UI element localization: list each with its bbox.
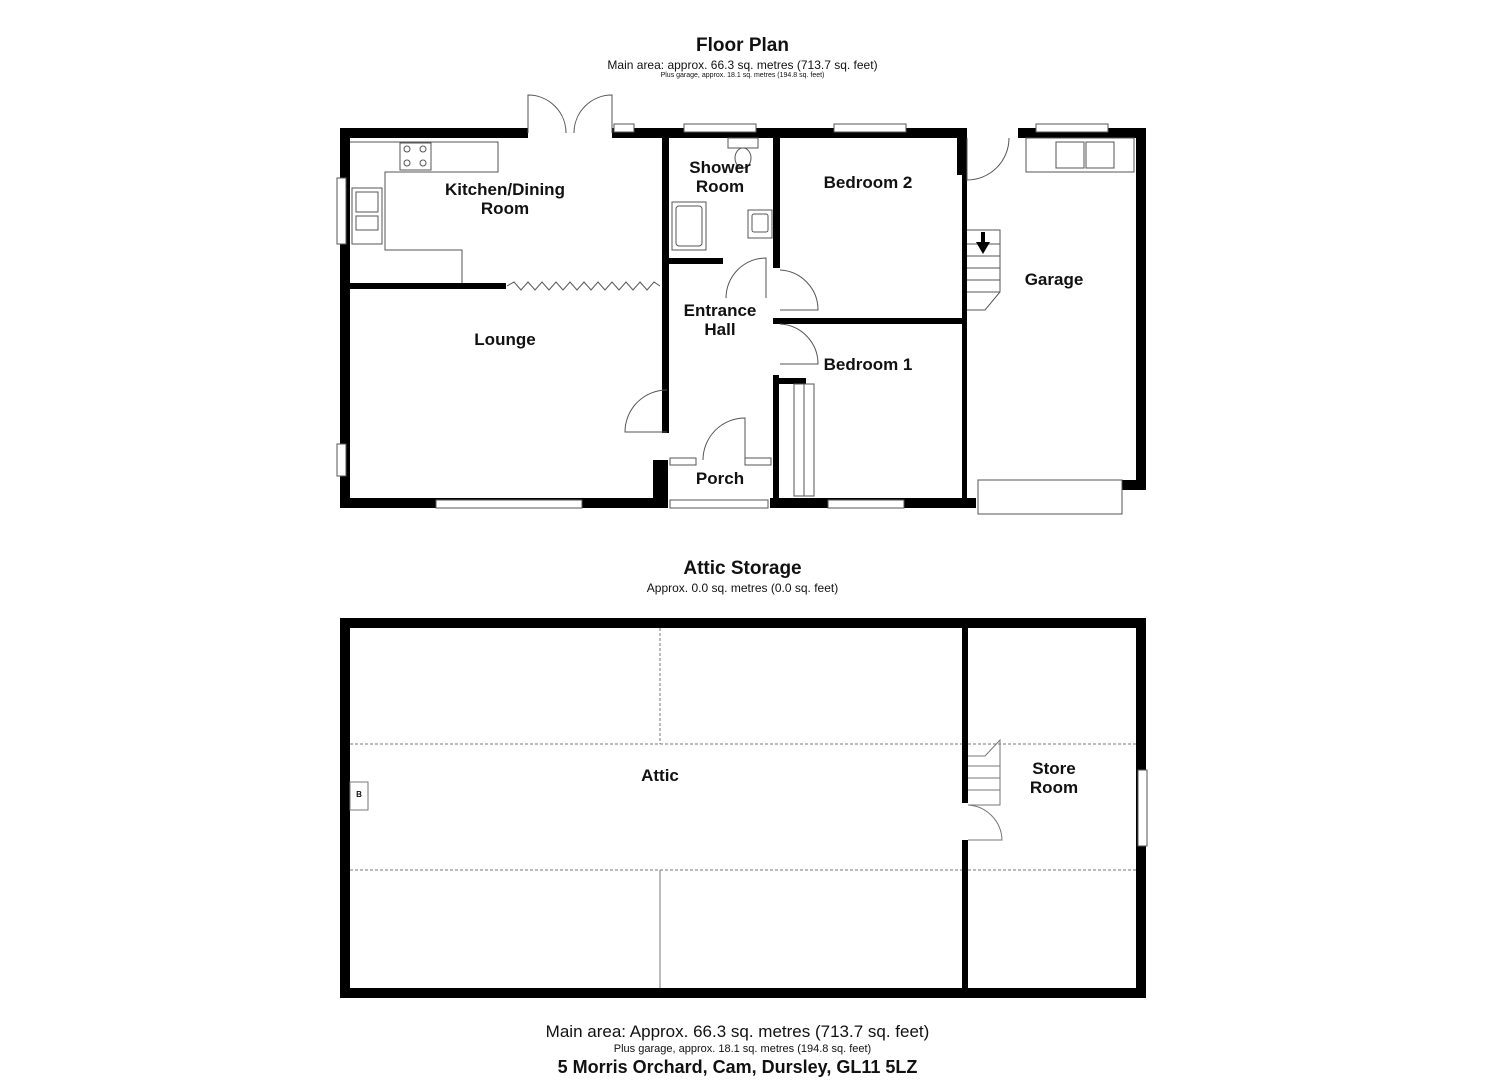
- room-shower-line1: Shower: [689, 158, 751, 177]
- room-store: [1004, 759, 1104, 797]
- store-room-window: [1138, 770, 1147, 846]
- floor-plan-main-area: Main area: approx. 66.3 sq. metres (713.7 sq. feet): [607, 58, 878, 72]
- room-bedroom-2: Bedroom 2: [823, 173, 913, 192]
- attic-walls: [340, 618, 1146, 998]
- room-kitchen-dining-line2: Room: [480, 199, 530, 218]
- room-attic: Attic: [641, 766, 679, 785]
- room-kitchen-dining-line1: Kitchen/Dining: [445, 180, 565, 199]
- room-entrance-hall-line1: Entrance: [683, 301, 757, 320]
- footer-address: 5 Morris Orchard, Cam, Dursley, GL11 5LZ: [557, 1057, 918, 1077]
- footer-main-area: Main area: Approx. 66.3 sq. metres (713.7 sq. feet): [545, 1022, 930, 1041]
- room-store-line1: Store: [1032, 759, 1076, 778]
- footer-garage-area: Plus garage, approx. 18.1 sq. metres (194.8 sq. feet): [613, 1043, 872, 1055]
- room-entrance-hall-line2: Hall: [704, 320, 736, 339]
- room-kitchen-dining: [420, 180, 590, 218]
- room-porch: Porch: [695, 469, 745, 488]
- floor-plan-title: Floor Plan: [696, 35, 789, 56]
- attic-storage-area: Approx. 0.0 sq. metres (0.0 sq. feet): [646, 581, 839, 595]
- room-entrance-hall: [670, 301, 770, 339]
- room-bedroom-1: Bedroom 1: [823, 355, 913, 374]
- room-shower: [670, 158, 770, 196]
- room-shower-line2: Room: [695, 177, 745, 196]
- room-lounge: Lounge: [474, 330, 536, 349]
- floor-plan-garage-area: Plus garage, approx. 18.1 sq. metres (194.8 sq. feet): [660, 72, 825, 79]
- garage-stair-arrow: [976, 232, 990, 254]
- boiler-label: B: [356, 790, 362, 799]
- room-garage: Garage: [1024, 270, 1084, 289]
- room-store-line2: Room: [1029, 778, 1079, 797]
- attic-storage-title: Attic Storage: [683, 558, 802, 579]
- attic-details: [350, 628, 1136, 988]
